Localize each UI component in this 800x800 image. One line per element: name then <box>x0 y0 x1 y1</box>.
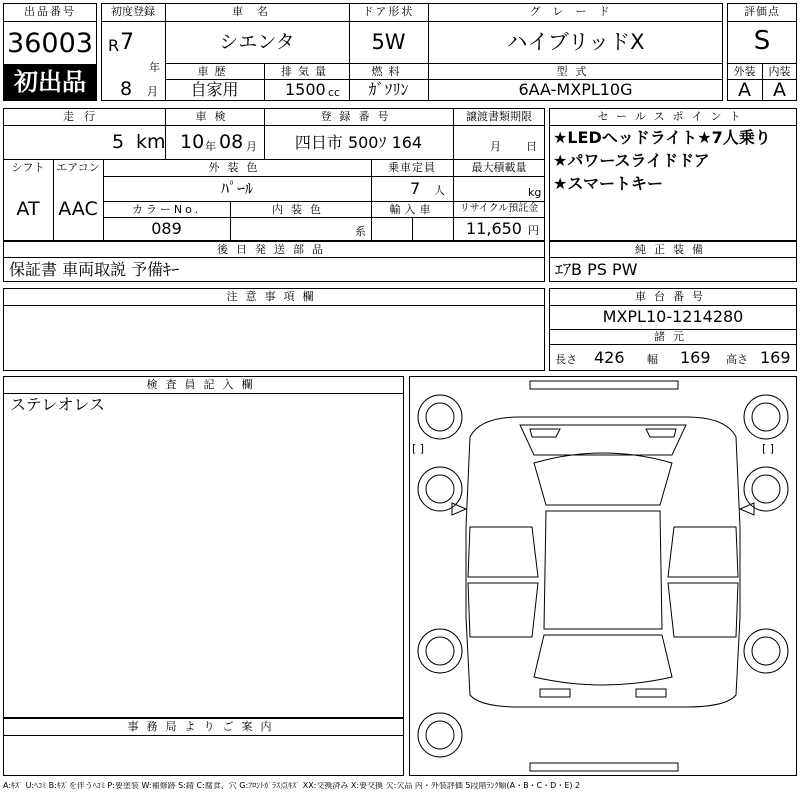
mileage-label: 走行 <box>63 110 105 123</box>
score-label: 評価点 <box>744 5 780 18</box>
shift-label: シフト <box>11 161 45 174</box>
notes-label: 注意事項欄 <box>226 290 322 303</box>
later-parts-label: 後日発送部品 <box>217 243 331 256</box>
car-name-label: 車名 <box>232 5 282 18</box>
lot-number: 36003 <box>7 28 93 59</box>
selling-point-2: ★パワースライドドア <box>553 151 710 170</box>
history-label: 車歴 <box>197 65 232 78</box>
inspector-text: ステレオレス <box>10 395 105 414</box>
ext-color-label: 外装色 <box>208 161 266 174</box>
ext-color: ﾊﾟｰﾙ <box>220 179 253 198</box>
rear-bumper-icon <box>530 763 678 771</box>
load-label: 最大積載量 <box>471 161 527 174</box>
transfer-day-unit: 日 <box>526 140 537 153</box>
height-label: 高さ <box>726 353 748 366</box>
transfer-month-unit: 月 <box>490 140 501 153</box>
color-no-label: カラーNo. <box>131 203 202 216</box>
load-unit: kg <box>528 186 542 199</box>
history: 自家用 <box>190 80 239 99</box>
plate-label: 登録番号 <box>320 110 397 123</box>
model-label: 型式 <box>556 65 595 78</box>
capacity: 7 <box>410 179 421 198</box>
front-right-tire-icon <box>744 395 788 439</box>
height: 169 <box>760 348 791 367</box>
details-box <box>3 108 545 241</box>
reg-year-unit: 年 <box>149 61 160 74</box>
transfer-label: 譲渡書類期限 <box>466 110 532 123</box>
mileage: 5 <box>112 131 125 153</box>
front-left-tire-icon <box>418 395 462 439</box>
recycle-label: リサイクル預託金 <box>459 203 539 214</box>
model: 6AA-MXPL10G <box>518 80 633 99</box>
selling-point-3: ★スマートキー <box>553 174 664 193</box>
inspection-year-unit: 年 <box>205 140 216 153</box>
color-no: 089 <box>151 219 182 238</box>
reg-month-unit: 月 <box>147 85 158 98</box>
length-label: 長さ <box>555 353 577 366</box>
inspection-month-unit: 月 <box>246 140 257 153</box>
reg-month: 8 <box>120 78 133 100</box>
displacement-unit: cc <box>328 86 341 99</box>
era: R <box>108 36 120 55</box>
office-label: 事務局よりご案内 <box>127 720 280 733</box>
inspector-box <box>3 376 404 718</box>
displacement-label: 排気量 <box>281 65 332 78</box>
selling-points-label: セールスポイント <box>597 110 749 123</box>
selling-point-1: ★LEDヘッドライト★7人乗り <box>553 128 771 147</box>
displacement: 1500 <box>285 80 326 99</box>
dims-label: 諸元 <box>654 330 692 343</box>
width-label: 幅 <box>647 353 658 366</box>
equipment: ｴｱB PS PW <box>555 260 638 279</box>
recycle-unit: 円 <box>528 224 539 237</box>
bracket-left: [ ] <box>412 442 425 455</box>
exterior-grade: A <box>738 79 751 101</box>
legend: A:ｷｽﾞ U:ﾍｺﾐ B:ｷｽﾞを伴うﾍｺﾐ P:要塗装 W:補修跡 S:錆 C:腐食、穴 G:ﾌﾛﾝﾄｶﾞﾗｽ点ｷｽﾞ XX:交換済み X:要交換 欠:欠品 内・外装評価 5段階ﾗﾝｸ順(A・B・C・D・E) 2 <box>3 782 581 790</box>
later-parts: 保証書 車両取説 予備ｷｰ <box>9 260 180 279</box>
reg-year: 7 <box>120 30 134 55</box>
fuel: ｶﾞｿﾘﾝ <box>368 80 409 99</box>
recycle-fee: 11,650 <box>466 219 522 238</box>
car-name: シエンタ <box>219 31 295 53</box>
door: 5W <box>371 30 406 54</box>
chassis-label: 車台番号 <box>635 290 711 303</box>
int-color-label: 内装色 <box>272 203 329 216</box>
equipment-label: 純正装備 <box>635 243 711 256</box>
shift: AT <box>16 198 40 220</box>
ac-label: エアコン <box>56 161 100 174</box>
inspection-month: 08 <box>219 131 244 153</box>
inspector-label: 検査員記入欄 <box>146 378 261 391</box>
inspection-year: 10 <box>180 131 205 153</box>
lot-label: 出品番号 <box>24 5 76 18</box>
bracket-right: [ ] <box>762 442 775 455</box>
front-bumper-icon <box>530 381 678 389</box>
score: S <box>753 26 771 56</box>
interior-label: 内装 <box>768 65 791 78</box>
capacity-unit: 人 <box>434 184 445 197</box>
exterior-label: 外装 <box>733 65 756 78</box>
door-label: ドア形状 <box>362 5 415 18</box>
inspection-label: 車検 <box>195 110 234 123</box>
left-rear-wheel-icon <box>418 629 462 673</box>
plate: 四日市 500ｿ 164 <box>294 133 423 152</box>
right-rear-wheel-icon <box>744 629 788 673</box>
first-reg-label: 初度登録 <box>111 5 155 18</box>
int-color-unit: 系 <box>355 225 366 238</box>
grade: ハイブリッドX <box>506 30 645 54</box>
mileage-unit: km <box>136 131 166 153</box>
interior-grade: A <box>773 79 786 101</box>
chassis-number: MXPL10-1214280 <box>602 307 744 326</box>
grade-label: グレード <box>529 5 622 18</box>
import-label: 輸入車 <box>389 203 435 216</box>
width: 169 <box>680 348 711 367</box>
body-outline-icon <box>466 417 740 707</box>
spare-tire-icon <box>418 713 462 757</box>
ac: AAC <box>58 198 98 220</box>
length: 426 <box>594 348 625 367</box>
fuel-label: 燃料 <box>371 65 406 78</box>
car-diagram <box>409 376 797 776</box>
capacity-label: 乗車定員 <box>388 161 436 174</box>
first-listing-badge: 初出品 <box>4 64 96 100</box>
